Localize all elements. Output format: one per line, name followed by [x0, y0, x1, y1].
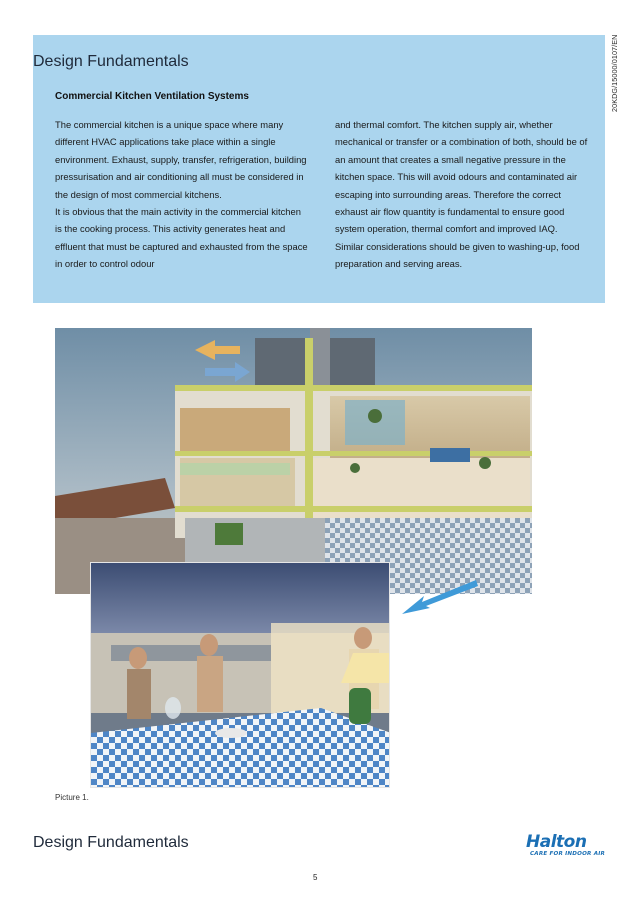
figure-caption: Picture 1. [55, 793, 89, 802]
document-code: 20KDG/15000/0107/EN [610, 34, 619, 112]
paragraph: Similar considerations should be given to washing-up, food preparation and serving areas. [335, 240, 580, 270]
halton-logo [526, 832, 606, 860]
building-cutaway-illustration [55, 328, 532, 594]
footer-title: Design Fundamentals [33, 834, 189, 851]
pointer-arrow-icon [400, 578, 480, 618]
paragraph: and thermal comfort. The kitchen supply air, whether mechanical or transfer or a combination of both, should be of an amount that creates a small negative pressure in the kitchen space. This will avoid odours and contaminated air escaping into surrounding areas. Therefore the correct exhaust air flow quantity is fundamental to ensure good system operation, thermal comfort and improved IAQ. [335, 119, 588, 235]
article-subheading: Commercial Kitchen Ventilation Systems [55, 91, 249, 102]
dining-area-inset-image [90, 562, 390, 788]
page-number: 5 [313, 873, 318, 882]
logo-tagline: CARE FOR INDOOR AIR [530, 851, 606, 857]
page-title: Design Fundamentals [33, 53, 189, 70]
paragraph: It is obvious that the main activity in the commercial kitchen is the cooking process. This activity generates heat and effluent that must be captured and exhausted from the space in order to control odour [55, 206, 308, 270]
text-column-right [335, 116, 595, 273]
logo-wordmark: Halton [526, 832, 587, 852]
paragraph: The commercial kitchen is a unique space where many different HVAC applications take place within a single environment. Exhaust, supply, transfer, refrigeration, building pressurisation and air conditioning all must be considered in the design of most commercial kitchens. [55, 119, 307, 200]
text-column-left [55, 116, 310, 273]
